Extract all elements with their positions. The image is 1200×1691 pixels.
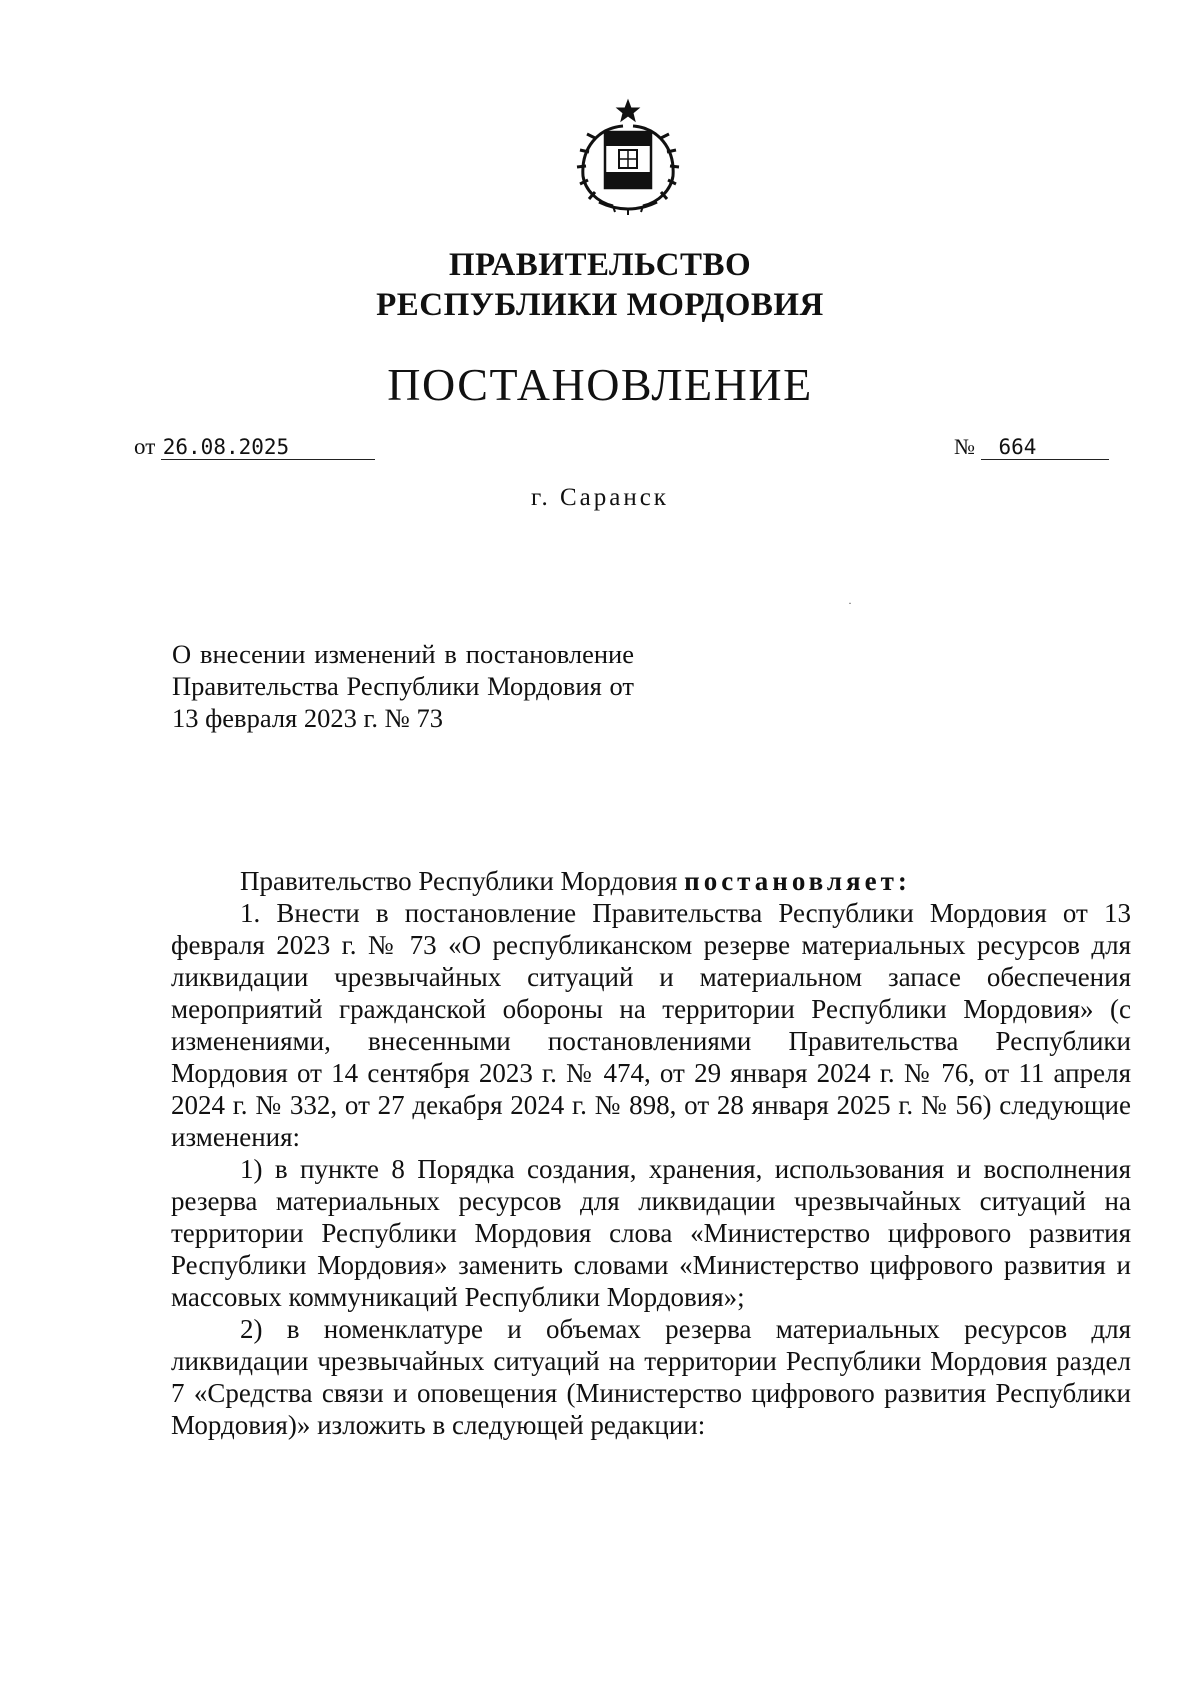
body-paragraph-1: 1. Внести в постановление Правительства Республики Мордовия от 13 февраля 2023 г. № 73 «О республиканском резерве материальных ресурсов для ликвидации чрезвычайных ситуаций и материальном запасе обеспечения мероприятий гражданской обороны на территории Республики Мордовия» (с изменениями, внесенными постановлениями Правительства Республики Мордовия от 14 сентября 2023 г. № 474, от 29 января 2024 г. № 76, от 11 апреля 2024 г. № 332, от 27 декабря 2024 г. № 898, от 28 января 2025 г. № 56) следующие изменения: [171,898,1131,1152]
organization-name-line2: РЕСПУБЛИКИ МОРДОВИЯ [376,287,824,323]
organization-name-line1: ПРАВИТЕЛЬСТВО [448,247,752,283]
preamble [171,865,1131,897]
body-paragraph-2: 1) в пункте 8 Порядка создания, хранения, использования и восполнения резерва материальных ресурсов для ликвидации чрезвычайных ситуаций на территории Республики Мордовия слова «Министерство цифрового развития Республики Мордовия» заменить словами «Министерство цифрового развития и массовых коммуникаций Республики Мордовия»; [171,1154,1131,1312]
coat-of-arms-icon [573,98,683,216]
document-type-title: ПОСТАНОВЛЕНИЕ [387,359,813,410]
number-prefix: № [954,434,975,459]
city-line: г. Саранск [531,484,669,511]
date-field [134,432,375,462]
preamble-text: Правительство Республики Мордовия [240,866,685,896]
preamble-action: постановляет: [684,866,911,896]
document-body [171,865,1131,1441]
body-paragraph-3: 2) в номенклатуре и объемах резерва материальных ресурсов для ликвидации чрезвычайных ситуаций на территории Республики Мордовия раздел 7 «Средства связи и оповещения (Министерство цифрового развития Республики Мордовия)» изложить в следующей редакции: [171,1314,1131,1440]
scan-speck: · [848,596,852,610]
document-subject: О внесении изменений в постановление Правительства Республики Мордовия от 13 февраля 2023 г. № 73 [172,639,634,733]
number-field [954,432,1109,462]
date-value: 26.08.2025 [161,435,375,460]
number-value: 664 [981,435,1109,460]
date-prefix: от [134,434,156,459]
